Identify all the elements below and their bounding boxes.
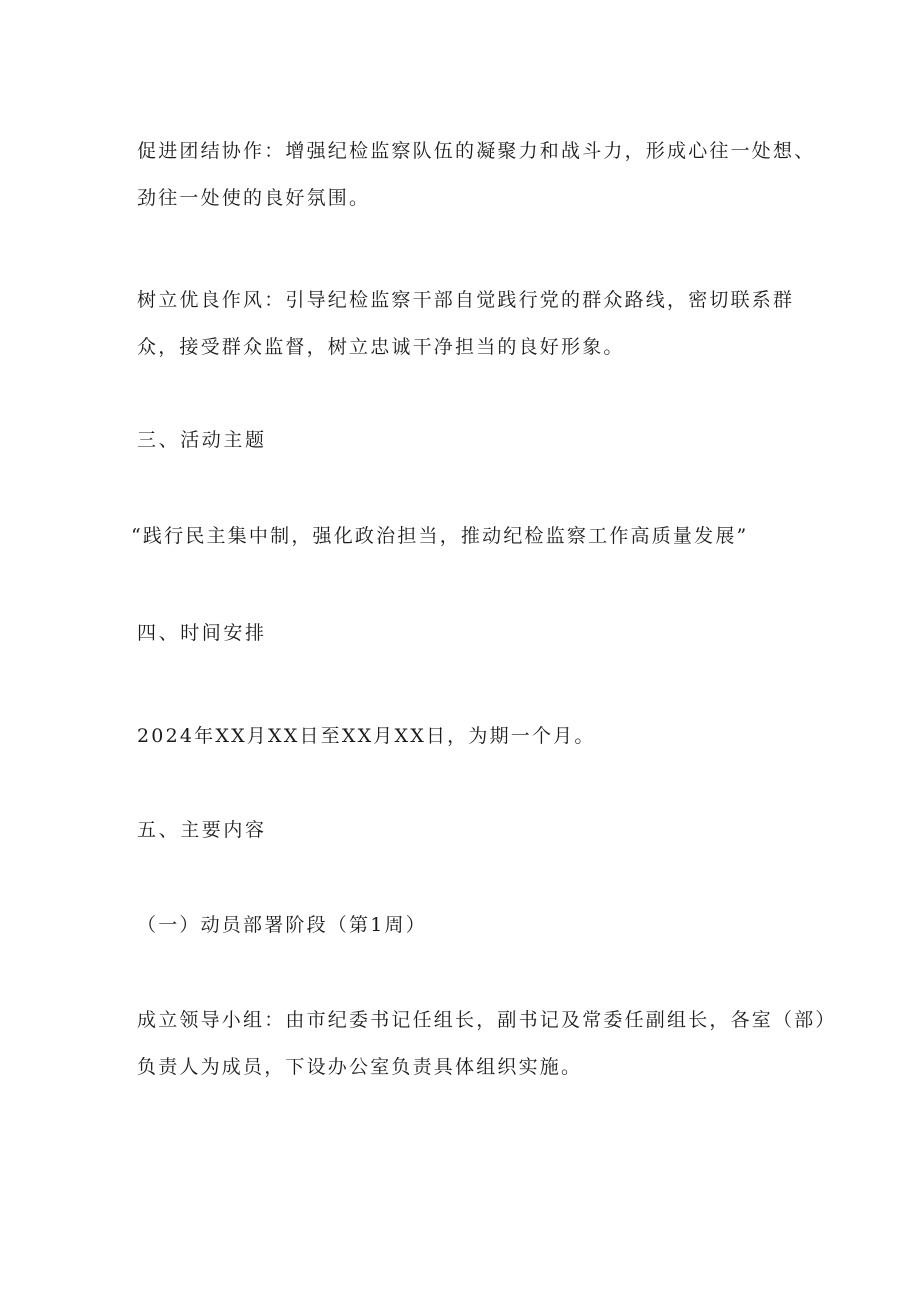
- paragraph-leadership-line-1: 成立领导小组：由市纪委书记任组长，副书记及常委任副组长，各室（部）: [137, 1009, 837, 1031]
- paragraph-style-line-2: 众，接受群众监督，树立忠诚干净担当的良好形象。: [137, 336, 625, 358]
- paragraph-leadership-line-2: 负责人为成员，下设办公室负责具体组织实施。: [137, 1056, 583, 1078]
- section-heading-content: 五、主要内容: [137, 819, 267, 841]
- subsection-heading-mobilization: （一）动员部署阶段（第1周）: [137, 914, 427, 936]
- schedule-text: 2024年XX月XX日至XX月XX日，为期一个月。: [137, 725, 596, 747]
- paragraph-unity-line-1: 促进团结协作：增强纪检监察队伍的凝聚力和战斗力，形成心往一处想、: [137, 140, 816, 162]
- paragraph-style-line-1: 树立优良作风：引导纪检监察干部自觉践行党的群众路线，密切联系群: [137, 289, 795, 311]
- paragraph-unity-line-2: 劲往一处使的良好氛围。: [137, 187, 371, 209]
- activity-theme-text: “践行民主集中制，强化政治担当，推动纪检监察工作高质量发展”: [131, 525, 749, 547]
- section-heading-schedule: 四、时间安排: [137, 622, 267, 644]
- section-heading-theme: 三、活动主题: [137, 429, 267, 451]
